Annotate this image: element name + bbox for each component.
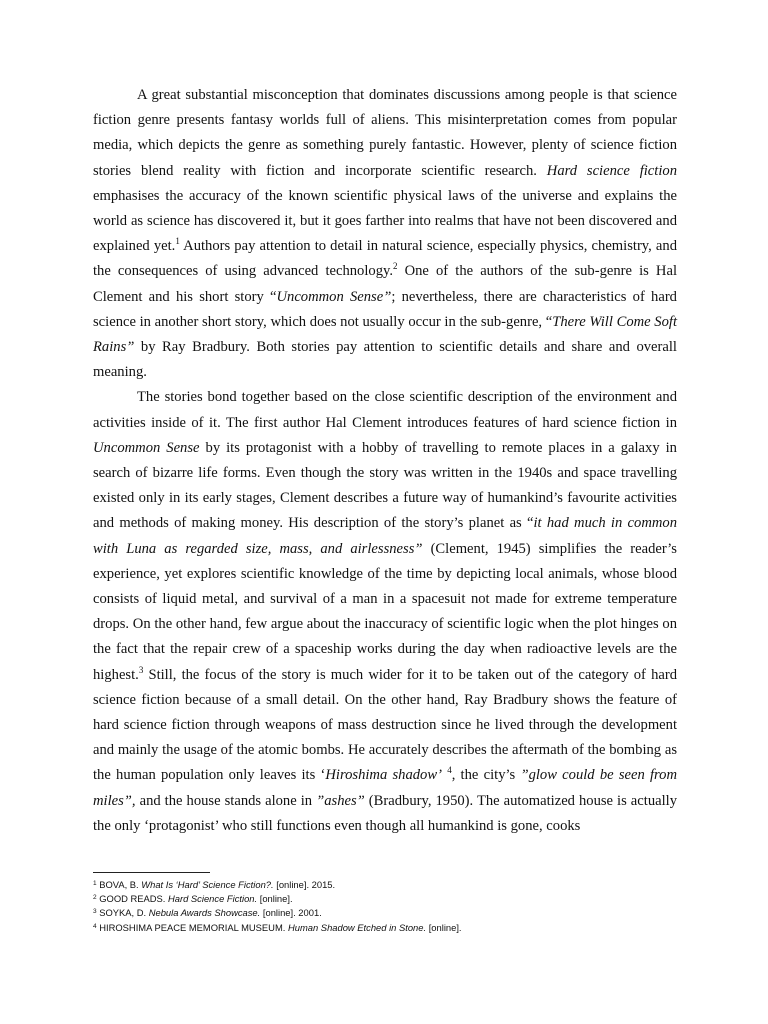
italic-text: Uncommon Sense: [93, 439, 200, 456]
text-run: by Ray Bradbury. Both stories pay attention to scientific details and share and overall meaning.: [93, 339, 677, 381]
text-run: Authors pay attention to detail in natural science, especially physics, chemistry, and the consequences of using advanced technology.: [93, 238, 677, 280]
text-run: One of the authors of the sub-genre is Hal Clement and his short story “: [93, 263, 677, 305]
footnote-ref: 3: [138, 664, 144, 675]
text-run: by its protagonist with a hobby of travelling to remote places in a galaxy in search of bizarre life forms. Even though the story was written in the 1940s and space travelling existed only in its early stages, Clement describes a future way of humankind’s favourite activities and methods of making money. His description of the story’s planet as “: [93, 439, 677, 532]
footnote-title: Nebula Awards Showcase.: [148, 907, 261, 919]
body-text: [93, 83, 677, 839]
italic-text: Hard science fiction: [546, 162, 677, 179]
footnote-rest: [online].: [257, 893, 293, 905]
footnote-number: 1: [93, 880, 97, 887]
footnote-number: 4: [93, 922, 97, 930]
footnote: [93, 892, 677, 906]
text-run: (Clement, 1945) simplifies the reader’s experience, yet explores scientific knowledge of the time by depicting local animals, whose blood consists of liquid metal, and survival of a man in a spacesuit not made for extreme temperature drops. On the other hand, few argue about the inaccuracy of scientific logic when the plot hinges on the fact that the repair crew of a spaceship works during the day when radioactive levels are the highest.: [93, 540, 677, 683]
italic-text: Hiroshima shadow’: [325, 767, 442, 784]
footnote-ref: 1: [175, 236, 180, 247]
paragraph: [93, 83, 677, 385]
italic-text: ”glow could be seen from miles”,: [93, 767, 677, 809]
footnote-author: GOOD READS.: [99, 893, 166, 905]
footnote-title: Hard Science Fiction.: [168, 893, 258, 905]
footnote-title: Human Shadow Etched in Stone.: [287, 921, 427, 933]
footnote-author: HIROSHIMA PEACE MEMORIAL MUSEUM.: [99, 921, 286, 933]
footnote-ref: 4: [447, 765, 452, 776]
footnote: [93, 878, 677, 892]
footnote-number: 3: [93, 908, 97, 916]
footnote-ref: 2: [393, 261, 398, 272]
text-run: A great substantial misconception that dominates discussions among people is that science fiction genre presents fantasy worlds full of aliens. This misinterpretation comes from popular media, which depicts the genre as something purely fantastic. However, plenty of science fiction stories blend reality with fiction and incorporate scientific research.: [93, 87, 677, 179]
text-run: , the city’s: [451, 767, 521, 784]
text-run: ; nevertheless, there are characteristics of hard science in another short story, which does not usually occur in the sub-genre, “: [93, 288, 677, 330]
italic-text: ”ashes”: [316, 792, 365, 809]
italic-text: There Will Come Soft Rains”: [93, 313, 677, 356]
italic-text: it had much in common with Luna as regarded size, mass, and airlessness”: [93, 515, 677, 557]
footnote-divider: [93, 872, 210, 873]
footnote: [93, 921, 677, 935]
footnote-title: What Is ‘Hard’ Science Fiction?.: [141, 879, 274, 890]
paragraph: [93, 385, 677, 839]
text-run: emphasises the accuracy of the known scientific physical laws of the universe and explains the world as science has discovered it, but it goes farther into realms that have not been discovered and explained yet.: [93, 187, 677, 255]
footnote-number: 2: [93, 894, 97, 902]
footnote-rest: [online]. 2001.: [260, 907, 322, 919]
footnote-rest: [online].: [426, 921, 462, 933]
text-run: The stories bond together based on the close scientific description of the environment and activities inside of it. The first author Hal Clement introduces features of hard science fiction in: [93, 389, 677, 431]
footnotes: [93, 878, 677, 935]
italic-text: Uncommon Sense”: [276, 288, 392, 305]
footnote-author: BOVA, B.: [99, 879, 139, 890]
footnote: [93, 906, 677, 920]
text-run: Still, the focus of the story is much wider for it to be taken out of the category of hard science fiction because of a small detail. On the other hand, Ray Bradbury shows the feature of hard science fiction through weapons of mass destruction since he lived through the development and mainly the usage of the atomic bombs. He accurately describes the aftermath of the bombing as the human population only leaves its ‘: [93, 666, 677, 784]
footnote-author: SOYKA, D.: [99, 907, 147, 919]
footnote-rest: [online]. 2015.: [273, 879, 336, 890]
text-run: (Bradbury, 1950). The automatized house is actually the only ‘protagonist’ who still functions even though all humankind is gone, cooks: [93, 792, 678, 834]
text-run: and the house stands alone in: [135, 792, 317, 809]
